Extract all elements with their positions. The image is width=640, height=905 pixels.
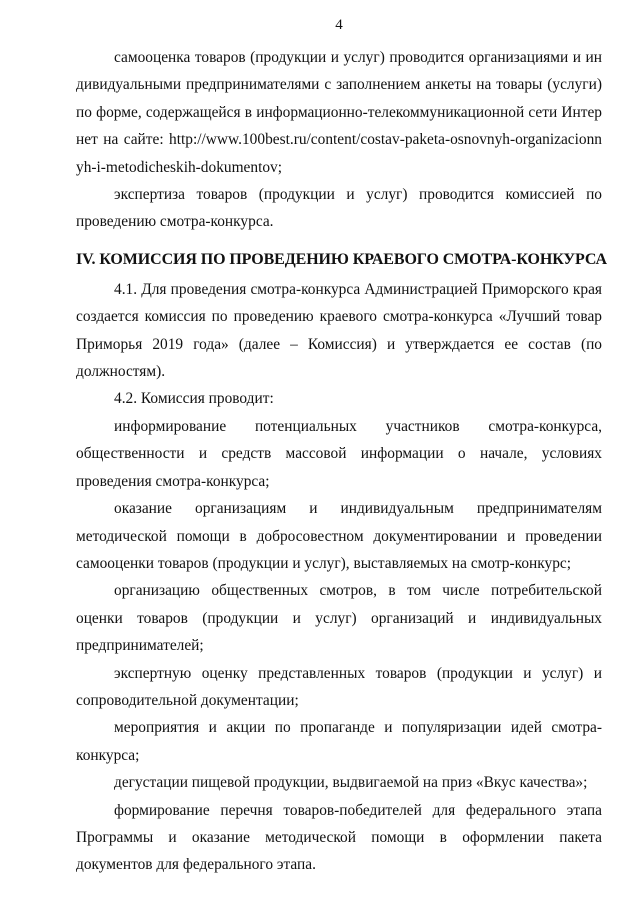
list-item-promotion: мероприятия и акции по пропаганде и популяризации идей смотра-конкурса;	[76, 719, 602, 764]
list-item-expert-assessment: экспертную оценку представленных товаров (продукции и услуг) и сопроводительной документации;	[76, 664, 602, 709]
list-item-winners-list: формирование перечня товаров-победителей для федерального этапа Программы и оказание методической помощи в оформлении пакета документов для федерального этапа.	[76, 801, 602, 874]
paragraph-4-1: 4.1. Для проведения смотра-конкурса Администрацией Приморского края создается комиссия по проведению краевого смотра-конкурса «Лучший товар Приморья 2019 года» (далее – Комиссия) и утверждается ее состав (по должностям).	[76, 280, 602, 381]
paragraph-4-2: 4.2. Комиссия проводит:	[114, 390, 274, 408]
list-item-informing: информирование потенциальных участников смотра-конкурса, общественности и средств массовой информации о начале, условиях проведения смотра-конкурса;	[76, 417, 602, 490]
list-item-public-reviews: организацию общественных смотров, в том числе потребительской оценки товаров (продукции и услуг) организаций и индивидуальных предпринимателей;	[76, 582, 602, 655]
section-heading: IV. КОМИССИЯ ПО ПРОВЕДЕНИЮ КРАЕВОГО СМОТРА-КОНКУРСА	[76, 250, 607, 268]
document-body	[76, 44, 607, 879]
paragraph-expertise: экспертиза товаров (продукции и услуг) проводится комиссией по проведению смотра-конкурса.	[76, 186, 602, 231]
paragraph-self-assessment: самооценка товаров (продукции и услуг) проводится организациями и индивидуальными предпринимателями с заполнением анкеты на товары (услуги) по форме, содержащейся в информационно-телекоммуникационной сети Интернет на сайте: http://www.100best.ru/content/costav-paketa-osnovnyh-organizacionnyh-i-metodicheskih-dokumentov;	[76, 49, 602, 176]
list-item-method-help: оказание организациям и индивидуальным предпринимателям методической помощи в добросовестном документировании и проведении самооценки товаров (продукции и услуг), выставляемых на смотр-конкурс;	[76, 500, 602, 572]
page-number: 4	[335, 17, 343, 33]
list-item-tasting: дегустации пищевой продукции, выдвигаемой на приз «Вкус качества»;	[114, 774, 588, 792]
